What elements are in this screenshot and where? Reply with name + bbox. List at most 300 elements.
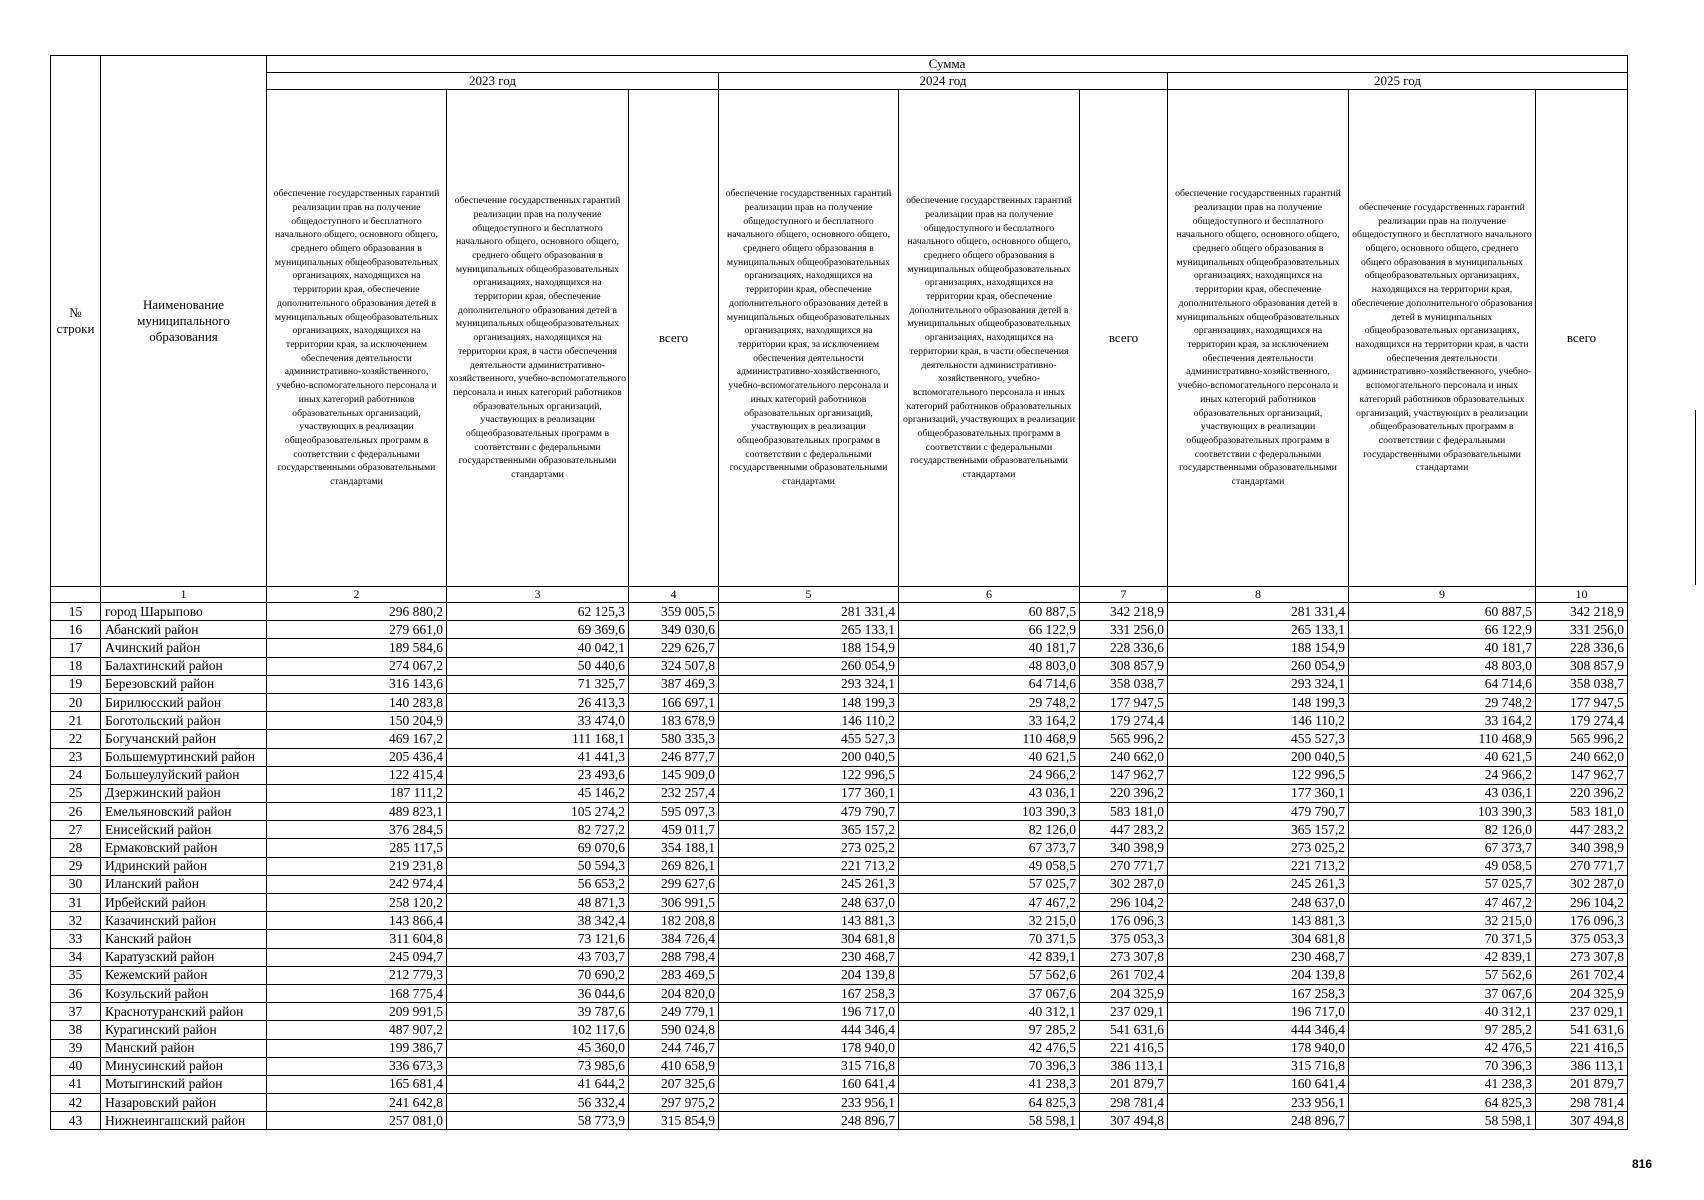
value-cell: 143 881,3 [719, 912, 899, 930]
value-cell: 204 139,8 [719, 966, 899, 984]
value-cell: 43 036,1 [899, 784, 1080, 802]
value-cell: 103 390,3 [1349, 803, 1536, 821]
value-cell: 42 839,1 [899, 948, 1080, 966]
value-cell: 258 120,2 [267, 894, 447, 912]
value-cell: 147 962,7 [1536, 766, 1628, 784]
value-cell: 220 396,2 [1080, 784, 1168, 802]
value-cell: 32 215,0 [1349, 912, 1536, 930]
value-cell: 212 779,3 [267, 966, 447, 984]
value-cell: 204 325,9 [1080, 984, 1168, 1002]
row-number: 25 [51, 784, 101, 802]
value-cell: 40 181,7 [1349, 639, 1536, 657]
municipality-name: Козульский район [101, 984, 267, 1002]
value-cell: 196 717,0 [719, 1003, 899, 1021]
value-cell: 274 067,2 [267, 657, 447, 675]
row-number: 35 [51, 966, 101, 984]
value-cell: 40 312,1 [899, 1003, 1080, 1021]
value-cell: 73 985,6 [447, 1057, 629, 1075]
allocation-table [50, 55, 1628, 1130]
value-cell: 69 070,6 [447, 839, 629, 857]
value-cell: 147 962,7 [1080, 766, 1168, 784]
table-row [51, 1094, 1628, 1112]
value-cell: 41 238,3 [1349, 1075, 1536, 1093]
value-cell: 70 690,2 [447, 966, 629, 984]
value-cell: 580 335,3 [629, 730, 719, 748]
value-cell: 23 493,6 [447, 766, 629, 784]
row-number: 43 [51, 1112, 101, 1130]
value-cell: 232 257,4 [629, 784, 719, 802]
page-number: 816 [1632, 1157, 1653, 1171]
value-cell: 283 469,5 [629, 966, 719, 984]
value-cell: 41 644,2 [447, 1075, 629, 1093]
value-cell: 43 036,1 [1349, 784, 1536, 802]
value-cell: 228 336,6 [1080, 639, 1168, 657]
value-cell: 82 126,0 [1349, 821, 1536, 839]
value-cell: 168 775,4 [267, 984, 447, 1002]
table-row [51, 803, 1628, 821]
value-cell: 146 110,2 [1168, 712, 1349, 730]
value-cell: 33 474,0 [447, 712, 629, 730]
value-cell: 176 096,3 [1080, 912, 1168, 930]
value-cell: 340 398,9 [1536, 839, 1628, 857]
value-cell: 38 342,4 [447, 912, 629, 930]
value-cell: 447 283,2 [1536, 821, 1628, 839]
municipality-name: Боготольский район [101, 712, 267, 730]
value-cell: 41 238,3 [899, 1075, 1080, 1093]
col-number: 10 [1536, 587, 1628, 603]
header-year-2023: 2023 год [267, 73, 719, 90]
value-cell: 279 661,0 [267, 621, 447, 639]
value-cell: 306 991,5 [629, 894, 719, 912]
value-cell: 242 974,4 [267, 875, 447, 893]
value-cell: 150 204,9 [267, 712, 447, 730]
value-cell: 179 274,4 [1080, 712, 1168, 730]
value-cell: 177 360,1 [1168, 784, 1349, 802]
value-cell: 42 476,5 [899, 1039, 1080, 1057]
value-cell: 304 681,8 [719, 930, 899, 948]
value-cell: 331 256,0 [1536, 621, 1628, 639]
value-cell: 40 181,7 [899, 639, 1080, 657]
value-cell: 32 215,0 [899, 912, 1080, 930]
table-row [51, 766, 1628, 784]
header-desc-b-2023: обеспечение государственных гарантий реализации прав на получение общедоступного и бесплатного начального общего, основного общего, среднего общего образования в муниципальных общеобразовательных организациях, находящихся на территории края, обеспечение дополнительного образования детей в муниципальных общеобразовательных организациях, находящихся на территории края, в части обеспечения деятельности административно-хозяйственного, учебно-вспомогательного персонала и иных категорий работников образовательных организаций, участвующих в реализации общеобразовательных программ в соответствии с федеральными государственными образовательными стандартами [447, 90, 629, 587]
value-cell: 160 641,4 [719, 1075, 899, 1093]
value-cell: 447 283,2 [1080, 821, 1168, 839]
value-cell: 296 104,2 [1536, 894, 1628, 912]
value-cell: 302 287,0 [1536, 875, 1628, 893]
table-row [51, 621, 1628, 639]
municipality-name: Иланский район [101, 875, 267, 893]
value-cell: 541 631,6 [1536, 1021, 1628, 1039]
value-cell: 24 966,2 [899, 766, 1080, 784]
value-cell: 307 494,8 [1536, 1112, 1628, 1130]
value-cell: 375 053,3 [1536, 930, 1628, 948]
value-cell: 590 024,8 [629, 1021, 719, 1039]
value-cell: 40 042,1 [447, 639, 629, 657]
table-row [51, 948, 1628, 966]
value-cell: 230 468,7 [719, 948, 899, 966]
table-row [51, 857, 1628, 875]
value-cell: 469 167,2 [267, 730, 447, 748]
municipality-name: Енисейский район [101, 821, 267, 839]
municipality-name: Ирбейский район [101, 894, 267, 912]
row-number: 30 [51, 875, 101, 893]
value-cell: 56 653,2 [447, 875, 629, 893]
value-cell: 204 139,8 [1168, 966, 1349, 984]
header-year-2024: 2024 год [719, 73, 1168, 90]
value-cell: 376 284,5 [267, 821, 447, 839]
value-cell: 221 713,2 [1168, 857, 1349, 875]
value-cell: 257 081,0 [267, 1112, 447, 1130]
municipality-name: Канский район [101, 930, 267, 948]
value-cell: 349 030,6 [629, 621, 719, 639]
value-cell: 204 820,0 [629, 984, 719, 1002]
scan-edge-line [1695, 410, 1696, 585]
row-number: 27 [51, 821, 101, 839]
value-cell: 58 598,1 [1349, 1112, 1536, 1130]
value-cell: 230 468,7 [1168, 948, 1349, 966]
row-number: 21 [51, 712, 101, 730]
value-cell: 105 274,2 [447, 803, 629, 821]
value-cell: 102 117,6 [447, 1021, 629, 1039]
value-cell: 270 771,7 [1080, 857, 1168, 875]
value-cell: 205 436,4 [267, 748, 447, 766]
value-cell: 299 627,6 [629, 875, 719, 893]
value-cell: 240 662,0 [1536, 748, 1628, 766]
header-year-2025: 2025 год [1168, 73, 1628, 90]
value-cell: 67 373,7 [1349, 839, 1536, 857]
header-total-2025: всего [1536, 90, 1628, 587]
header-total-2023: всего [629, 90, 719, 587]
value-cell: 49 058,5 [899, 857, 1080, 875]
header-desc-b-2024: обеспечение государственных гарантий реализации прав на получение общедоступного и бесплатного начального общего, основного общего, среднего общего образования в муниципальных общеобразовательных организациях, находящихся на территории края, обеспечение дополнительного образования детей в муниципальных общеобразовательных организациях, находящихся на территории края, в части обеспечения деятельности административно-хозяйственного, учебно-вспомогательного персонала и иных категорий работников образовательных организаций, участвующих в реализации общеобразовательных программ в соответствии с федеральными государственными образовательными стандартами [899, 90, 1080, 587]
value-cell: 308 857,9 [1536, 657, 1628, 675]
value-cell: 315 716,8 [719, 1057, 899, 1075]
value-cell: 37 067,6 [1349, 984, 1536, 1002]
value-cell: 595 097,3 [629, 803, 719, 821]
value-cell: 70 396,3 [899, 1057, 1080, 1075]
value-cell: 246 877,7 [629, 748, 719, 766]
value-cell: 340 398,9 [1080, 839, 1168, 857]
value-cell: 281 331,4 [1168, 603, 1349, 621]
value-cell: 459 011,7 [629, 821, 719, 839]
table-row [51, 784, 1628, 802]
value-cell: 177 947,5 [1536, 693, 1628, 711]
value-cell: 187 111,2 [267, 784, 447, 802]
row-number: 38 [51, 1021, 101, 1039]
value-cell: 237 029,1 [1080, 1003, 1168, 1021]
municipality-name: Каратузский район [101, 948, 267, 966]
value-cell: 358 038,7 [1080, 675, 1168, 693]
value-cell: 48 803,0 [899, 657, 1080, 675]
municipality-name: Дзержинский район [101, 784, 267, 802]
value-cell: 298 781,4 [1080, 1094, 1168, 1112]
row-number: 17 [51, 639, 101, 657]
value-cell: 297 975,2 [629, 1094, 719, 1112]
row-number: 39 [51, 1039, 101, 1057]
value-cell: 199 386,7 [267, 1039, 447, 1057]
value-cell: 145 909,0 [629, 766, 719, 784]
table-row [51, 912, 1628, 930]
value-cell: 479 790,7 [719, 803, 899, 821]
value-cell: 148 199,3 [719, 693, 899, 711]
value-cell: 324 507,8 [629, 657, 719, 675]
value-cell: 316 143,6 [267, 675, 447, 693]
value-cell: 387 469,3 [629, 675, 719, 693]
row-number: 16 [51, 621, 101, 639]
table-body [51, 603, 1628, 1130]
value-cell: 265 133,1 [1168, 621, 1349, 639]
value-cell: 245 094,7 [267, 948, 447, 966]
value-cell: 293 324,1 [1168, 675, 1349, 693]
col-number: 4 [629, 587, 719, 603]
value-cell: 167 258,3 [1168, 984, 1349, 1002]
value-cell: 33 164,2 [1349, 712, 1536, 730]
value-cell: 45 146,2 [447, 784, 629, 802]
value-cell: 67 373,7 [899, 839, 1080, 857]
value-cell: 64 825,3 [1349, 1094, 1536, 1112]
value-cell: 365 157,2 [1168, 821, 1349, 839]
value-cell: 248 896,7 [719, 1112, 899, 1130]
value-cell: 265 133,1 [719, 621, 899, 639]
value-cell: 204 325,9 [1536, 984, 1628, 1002]
value-cell: 177 360,1 [719, 784, 899, 802]
municipality-name: Мотыгинский район [101, 1075, 267, 1093]
value-cell: 359 005,5 [629, 603, 719, 621]
value-cell: 57 562,6 [899, 966, 1080, 984]
value-cell: 64 714,6 [899, 675, 1080, 693]
value-cell: 240 662,0 [1080, 748, 1168, 766]
value-cell: 50 440,6 [447, 657, 629, 675]
value-cell: 209 991,5 [267, 1003, 447, 1021]
municipality-name: Идринский район [101, 857, 267, 875]
value-cell: 375 053,3 [1080, 930, 1168, 948]
value-cell: 261 702,4 [1080, 966, 1168, 984]
row-number: 29 [51, 857, 101, 875]
value-cell: 178 940,0 [1168, 1039, 1349, 1057]
value-cell: 315 716,8 [1168, 1057, 1349, 1075]
municipality-name: Бирилюсский район [101, 693, 267, 711]
value-cell: 26 413,3 [447, 693, 629, 711]
row-number: 28 [51, 839, 101, 857]
value-cell: 308 857,9 [1080, 657, 1168, 675]
value-cell: 273 025,2 [1168, 839, 1349, 857]
value-cell: 336 673,3 [267, 1057, 447, 1075]
value-cell: 146 110,2 [719, 712, 899, 730]
value-cell: 342 218,9 [1536, 603, 1628, 621]
value-cell: 58 773,9 [447, 1112, 629, 1130]
header-name: Наименование муниципального образования [101, 56, 267, 587]
value-cell: 103 390,3 [899, 803, 1080, 821]
value-cell: 565 996,2 [1536, 730, 1628, 748]
municipality-name: Балахтинский район [101, 657, 267, 675]
table-row [51, 1039, 1628, 1057]
municipality-name: Емельяновский район [101, 803, 267, 821]
value-cell: 487 907,2 [267, 1021, 447, 1039]
value-cell: 110 468,9 [899, 730, 1080, 748]
row-number: 22 [51, 730, 101, 748]
value-cell: 82 126,0 [899, 821, 1080, 839]
value-cell: 281 331,4 [719, 603, 899, 621]
municipality-name: Ачинский район [101, 639, 267, 657]
header-desc-a-2024: обеспечение государственных гарантий реализации прав на получение общедоступного и бесплатного начального общего, основного общего, среднего общего образования в муниципальных общеобразовательных организациях, находящихся на территории края, обеспечение дополнительного образования детей в муниципальных общеобразовательных организациях, находящихся на территории края, за исключением обеспечения деятельности административно-хозяйственного, учебно-вспомогательного персонала и иных категорий работников образовательных организаций, участвующих в реализации общеобразовательных программ в соответствии с федеральными государственными образовательными стандартами [719, 90, 899, 587]
value-cell: 33 164,2 [899, 712, 1080, 730]
value-cell: 315 854,9 [629, 1112, 719, 1130]
value-cell: 354 188,1 [629, 839, 719, 857]
row-number: 31 [51, 894, 101, 912]
value-cell: 122 996,5 [1168, 766, 1349, 784]
value-cell: 62 125,3 [447, 603, 629, 621]
value-cell: 260 054,9 [1168, 657, 1349, 675]
value-cell: 244 746,7 [629, 1039, 719, 1057]
value-cell: 248 896,7 [1168, 1112, 1349, 1130]
table-row [51, 748, 1628, 766]
table-row [51, 730, 1628, 748]
value-cell: 97 285,2 [1349, 1021, 1536, 1039]
table-row [51, 821, 1628, 839]
value-cell: 57 025,7 [1349, 875, 1536, 893]
value-cell: 24 966,2 [1349, 766, 1536, 784]
value-cell: 178 940,0 [719, 1039, 899, 1057]
table-row [51, 1021, 1628, 1039]
municipality-name: Березовский район [101, 675, 267, 693]
value-cell: 200 040,5 [719, 748, 899, 766]
value-cell: 248 637,0 [1168, 894, 1349, 912]
col-number: 5 [719, 587, 899, 603]
value-cell: 261 702,4 [1536, 966, 1628, 984]
value-cell: 565 996,2 [1080, 730, 1168, 748]
row-number: 34 [51, 948, 101, 966]
value-cell: 273 307,8 [1536, 948, 1628, 966]
table-row [51, 984, 1628, 1002]
value-cell: 177 947,5 [1080, 693, 1168, 711]
value-cell: 122 415,4 [267, 766, 447, 784]
value-cell: 73 121,6 [447, 930, 629, 948]
municipality-name: Краснотуранский район [101, 1003, 267, 1021]
row-number: 33 [51, 930, 101, 948]
col-number: 1 [101, 587, 267, 603]
value-cell: 167 258,3 [719, 984, 899, 1002]
value-cell: 29 748,2 [899, 693, 1080, 711]
value-cell: 331 256,0 [1080, 621, 1168, 639]
value-cell: 384 726,4 [629, 930, 719, 948]
municipality-name: Минусинский район [101, 1057, 267, 1075]
row-number: 40 [51, 1057, 101, 1075]
row-number: 26 [51, 803, 101, 821]
value-cell: 311 604,8 [267, 930, 447, 948]
table-row [51, 693, 1628, 711]
row-number: 15 [51, 603, 101, 621]
municipality-name: Курагинский район [101, 1021, 267, 1039]
municipality-name: Богучанский район [101, 730, 267, 748]
header-sum: Сумма [267, 56, 1628, 73]
value-cell: 189 584,6 [267, 639, 447, 657]
row-number: 41 [51, 1075, 101, 1093]
value-cell: 249 779,1 [629, 1003, 719, 1021]
value-cell: 66 122,9 [1349, 621, 1536, 639]
header-desc-b-2025: обеспечение государственных гарантий реализации прав на получение общедоступного и бесплатного начального общего, основного общего, среднего общего образования в муниципальных общеобразовательных организациях, находящихся на территории края, обеспечение дополнительного образования детей в муниципальных общеобразовательных организациях, находящихся на территории края, в части обеспечения деятельности административно-хозяйственного, учебно-вспомогательного персонала и иных категорий работников образовательных организаций, участвующих в реализации общеобразовательных программ в соответствии с федеральными государственными образовательными стандартами [1349, 90, 1536, 587]
table-row [51, 1057, 1628, 1075]
value-cell: 70 371,5 [1349, 930, 1536, 948]
municipality-name: Манский район [101, 1039, 267, 1057]
value-cell: 302 287,0 [1080, 875, 1168, 893]
value-cell: 444 346,4 [1168, 1021, 1349, 1039]
value-cell: 288 798,4 [629, 948, 719, 966]
table-row [51, 639, 1628, 657]
value-cell: 57 562,6 [1349, 966, 1536, 984]
value-cell: 64 714,6 [1349, 675, 1536, 693]
value-cell: 82 727,2 [447, 821, 629, 839]
value-cell: 220 396,2 [1536, 784, 1628, 802]
value-cell: 296 880,2 [267, 603, 447, 621]
value-cell: 43 703,7 [447, 948, 629, 966]
value-cell: 273 307,8 [1080, 948, 1168, 966]
value-cell: 188 154,9 [719, 639, 899, 657]
value-cell: 36 044,6 [447, 984, 629, 1002]
row-number: 20 [51, 693, 101, 711]
value-cell: 307 494,8 [1080, 1112, 1168, 1130]
value-cell: 56 332,4 [447, 1094, 629, 1112]
col-number: 6 [899, 587, 1080, 603]
table-row [51, 657, 1628, 675]
value-cell: 45 360,0 [447, 1039, 629, 1057]
table-row [51, 1075, 1628, 1093]
value-cell: 58 598,1 [899, 1112, 1080, 1130]
table-row [51, 966, 1628, 984]
value-cell: 40 621,5 [1349, 748, 1536, 766]
table-row [51, 930, 1628, 948]
col-number: 2 [267, 587, 447, 603]
value-cell: 219 231,8 [267, 857, 447, 875]
table-row [51, 603, 1628, 621]
value-cell: 228 336,6 [1536, 639, 1628, 657]
value-cell: 71 325,7 [447, 675, 629, 693]
value-cell: 245 261,3 [1168, 875, 1349, 893]
value-cell: 143 866,4 [267, 912, 447, 930]
value-cell: 270 771,7 [1536, 857, 1628, 875]
value-cell: 50 594,3 [447, 857, 629, 875]
value-cell: 455 527,3 [719, 730, 899, 748]
value-cell: 489 823,1 [267, 803, 447, 821]
value-cell: 248 637,0 [719, 894, 899, 912]
value-cell: 260 054,9 [719, 657, 899, 675]
value-cell: 40 312,1 [1349, 1003, 1536, 1021]
value-cell: 237 029,1 [1536, 1003, 1628, 1021]
value-cell: 221 416,5 [1536, 1039, 1628, 1057]
table-row [51, 712, 1628, 730]
value-cell: 229 626,7 [629, 639, 719, 657]
value-cell: 165 681,4 [267, 1075, 447, 1093]
value-cell: 296 104,2 [1080, 894, 1168, 912]
table-row [51, 894, 1628, 912]
value-cell: 183 678,9 [629, 712, 719, 730]
value-cell: 245 261,3 [719, 875, 899, 893]
value-cell: 365 157,2 [719, 821, 899, 839]
value-cell: 479 790,7 [1168, 803, 1349, 821]
value-cell: 60 887,5 [1349, 603, 1536, 621]
value-cell: 201 879,7 [1536, 1075, 1628, 1093]
value-cell: 221 713,2 [719, 857, 899, 875]
row-number: 37 [51, 1003, 101, 1021]
value-cell: 304 681,8 [1168, 930, 1349, 948]
value-cell: 48 871,3 [447, 894, 629, 912]
col-number: 9 [1349, 587, 1536, 603]
municipality-name: Абанский район [101, 621, 267, 639]
value-cell: 176 096,3 [1536, 912, 1628, 930]
value-cell: 188 154,9 [1168, 639, 1349, 657]
row-number: 19 [51, 675, 101, 693]
row-number: 32 [51, 912, 101, 930]
